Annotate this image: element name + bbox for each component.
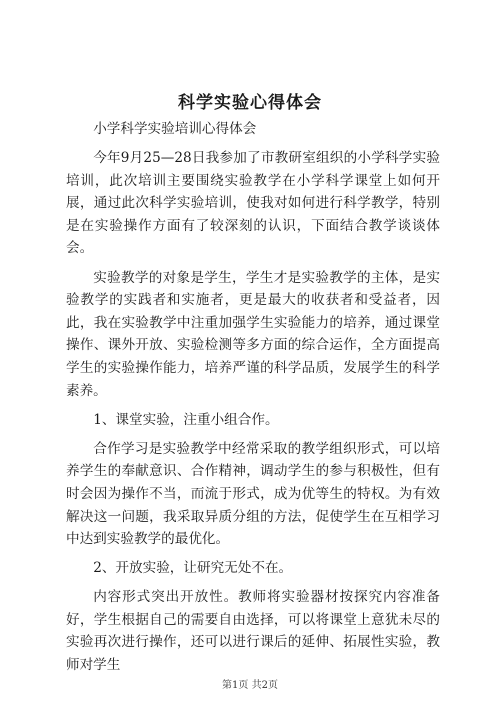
section-heading: 1、课堂实验，注重小组合作。: [93, 411, 279, 428]
page-footer: 第1页 共2页: [222, 680, 278, 691]
paragraph: 今年9月25—28日我参加了市教研室组织的小学科学实验培训，此次培训主要围绕实验教学在小学科学课堂上如何开展，通过此次科学实验培训，使我对如何进行科学教学，特别是在实验操作方面有了较深刻的认识，下面结合教学谈谈体会。: [66, 150, 440, 257]
paragraph: 内容形式突出开放性。教师将实验器材按探究内容准备好，学生根据自己的需要自由选择，可以将课堂上意犹未尽的实验再次进行操作，还可以进行课后的延伸、拓展性实验，教师对学生: [66, 589, 440, 674]
document-body: [66, 118, 440, 683]
section-heading: 2、开放实验，让研究无处不在。: [93, 560, 293, 577]
paragraph: 合作学习是实验教学中经常采取的教学组织形式，可以培养学生的奉献意识、合作精神，调动学生的参与积极性，但有时会因为操作不当，而流于形式，成为优等生的特权。为有效解决这一问题，我采取异质分组的方法，促使学生在互相学习中达到实验教学的最优化。: [66, 440, 440, 548]
document-title: 科学实验心得体会: [178, 93, 322, 113]
paragraph: 实验教学的对象是学生，学生才是实验教学的主体，是实验教学的实践者和实施者，更是最大的收获者和受益者，因此，我在实验教学中注重加强学生实验能力的培养，通过课堂操作、课外开放、实验检测等多方面的综合运作，全方面提高学生的实验操作能力，培养严谨的科学品质，发展学生的科学素养。: [66, 269, 440, 399]
paragraph-subtitle: 小学科学实验培训心得体会: [93, 121, 257, 137]
